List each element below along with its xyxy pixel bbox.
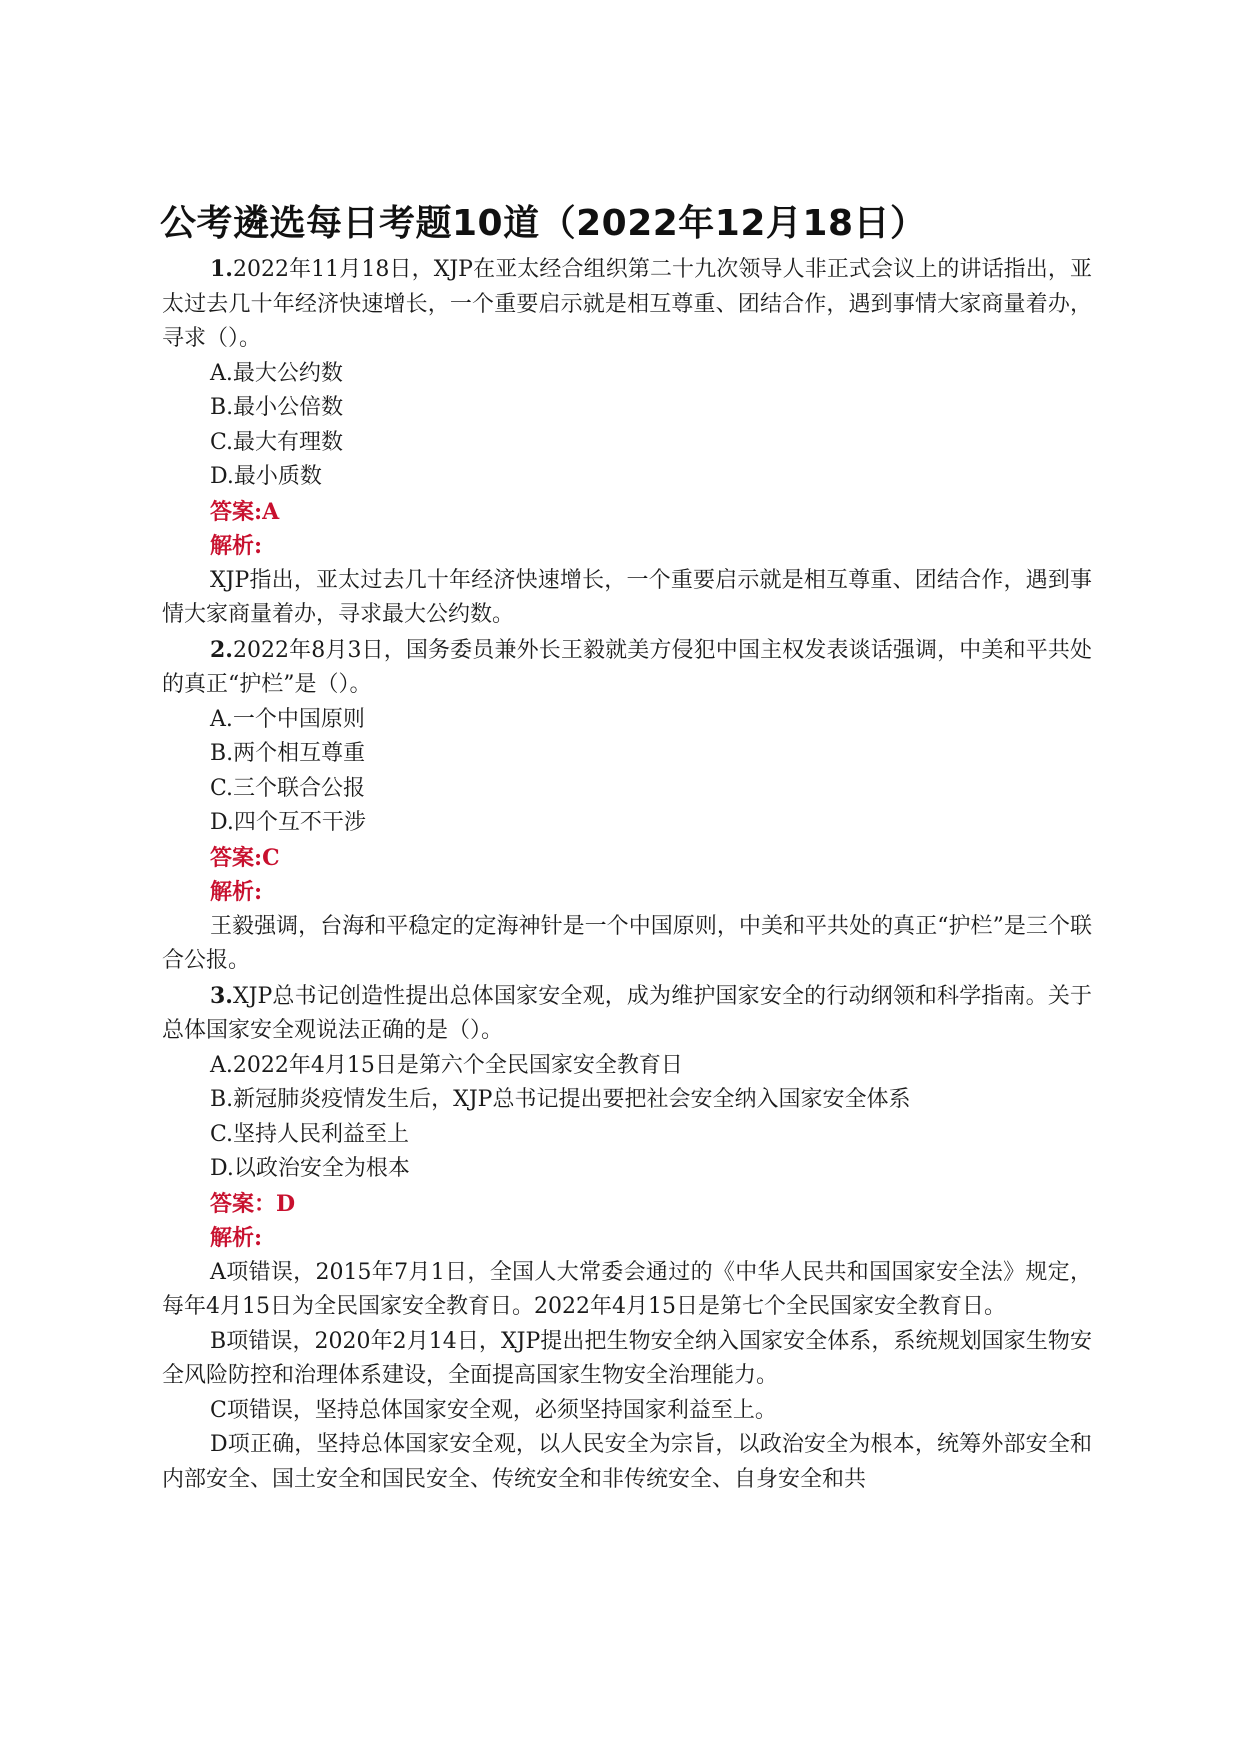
answer-line: 答案：D <box>210 1190 296 1217</box>
question-number: 3. <box>210 982 233 1009</box>
analysis-paragraph: A项错误，2015年7月1日，全国人大常委会通过的《中华人民共和国国家安全法》规定，每年4月15日为全民国家安全教育日。2022年4月15日是第七个全民国家安全教育日。 <box>162 1259 1092 1319</box>
analysis-paragraph: XJP指出，亚太过去几十年经济快速增长，一个重要启示就是相互尊重、团结合作，遇到事情大家商量着办，寻求最大公约数。 <box>162 567 1092 627</box>
question-block <box>162 633 1092 979</box>
analysis-label: 解析: <box>210 879 263 905</box>
option-item: C.坚持人民利益至上 <box>210 1121 410 1147</box>
analysis-paragraph: B项错误，2020年2月14日，XJP提出把生物安全纳入国家安全体系，系统规划国家生物安全风险防控和治理体系建设，全面提高国家生物安全治理能力。 <box>162 1328 1092 1388</box>
option-item: B.新冠肺炎疫情发生后，XJP总书记提出要把社会安全纳入国家安全体系 <box>210 1087 911 1112</box>
option-item: D.最小质数 <box>210 464 322 489</box>
question-text: 2022年11月18日，XJP在亚太经合组织第二十九次领导人非正式会议上的讲话指出，亚太过去几十年经济快速增长，一个重要启示就是相互尊重、团结合作，遇到事情大家商量着办，寻求（）。 <box>162 257 1092 351</box>
document-body <box>162 252 1092 1497</box>
question-block <box>162 979 1092 1498</box>
question-stem <box>162 252 1092 357</box>
question-text: 2022年8月3日，国务委员兼外长王毅就美方侵犯中国主权发表谈话强调，中美和平共处的真正“护栏”是（）。 <box>162 637 1092 697</box>
question-block <box>162 252 1092 633</box>
question-stem <box>162 979 1092 1049</box>
question-stem <box>162 633 1092 703</box>
option-item: A.最大公约数 <box>210 360 343 386</box>
question-text: XJP总书记创造性提出总体国家安全观，成为维护国家安全的行动纲领和科学指南。关于总体国家安全观说法正确的是（）。 <box>162 983 1092 1043</box>
analysis-label: 解析: <box>210 533 263 559</box>
analysis-paragraph: D项正确，坚持总体国家安全观，以人民安全为宗旨，以政治安全为根本，统筹外部安全和内部安全、国土安全和国民安全、传统安全和非传统安全、自身安全和共 <box>162 1432 1092 1492</box>
analysis-paragraph: 王毅强调，台海和平稳定的定海神针是一个中国原则，中美和平共处的真正“护栏”是三个联合公报。 <box>162 913 1092 973</box>
question-number: 2. <box>210 636 233 663</box>
option-item: C.三个联合公报 <box>210 775 366 801</box>
analysis-paragraph: C项错误，坚持总体国家安全观，必须坚持国家利益至上。 <box>210 1397 777 1423</box>
option-item: D.以政治安全为根本 <box>210 1156 410 1181</box>
question-number: 1. <box>210 256 233 282</box>
page-title: 公考遴选每日考题10道（2022年12月18日） <box>160 203 927 244</box>
option-item: B.最小公倍数 <box>210 395 344 420</box>
option-item: A.2022年4月15日是第六个全民国家安全教育日 <box>210 1052 683 1078</box>
option-item: C.最大有理数 <box>210 429 344 455</box>
answer-line: 答案:C <box>210 844 280 871</box>
analysis-label: 解析: <box>210 1225 263 1251</box>
option-item: B.两个相互尊重 <box>210 741 366 766</box>
option-item: D.四个互不干涉 <box>210 810 366 835</box>
answer-line: 答案:A <box>210 498 280 525</box>
option-item: A.一个中国原则 <box>210 706 365 732</box>
